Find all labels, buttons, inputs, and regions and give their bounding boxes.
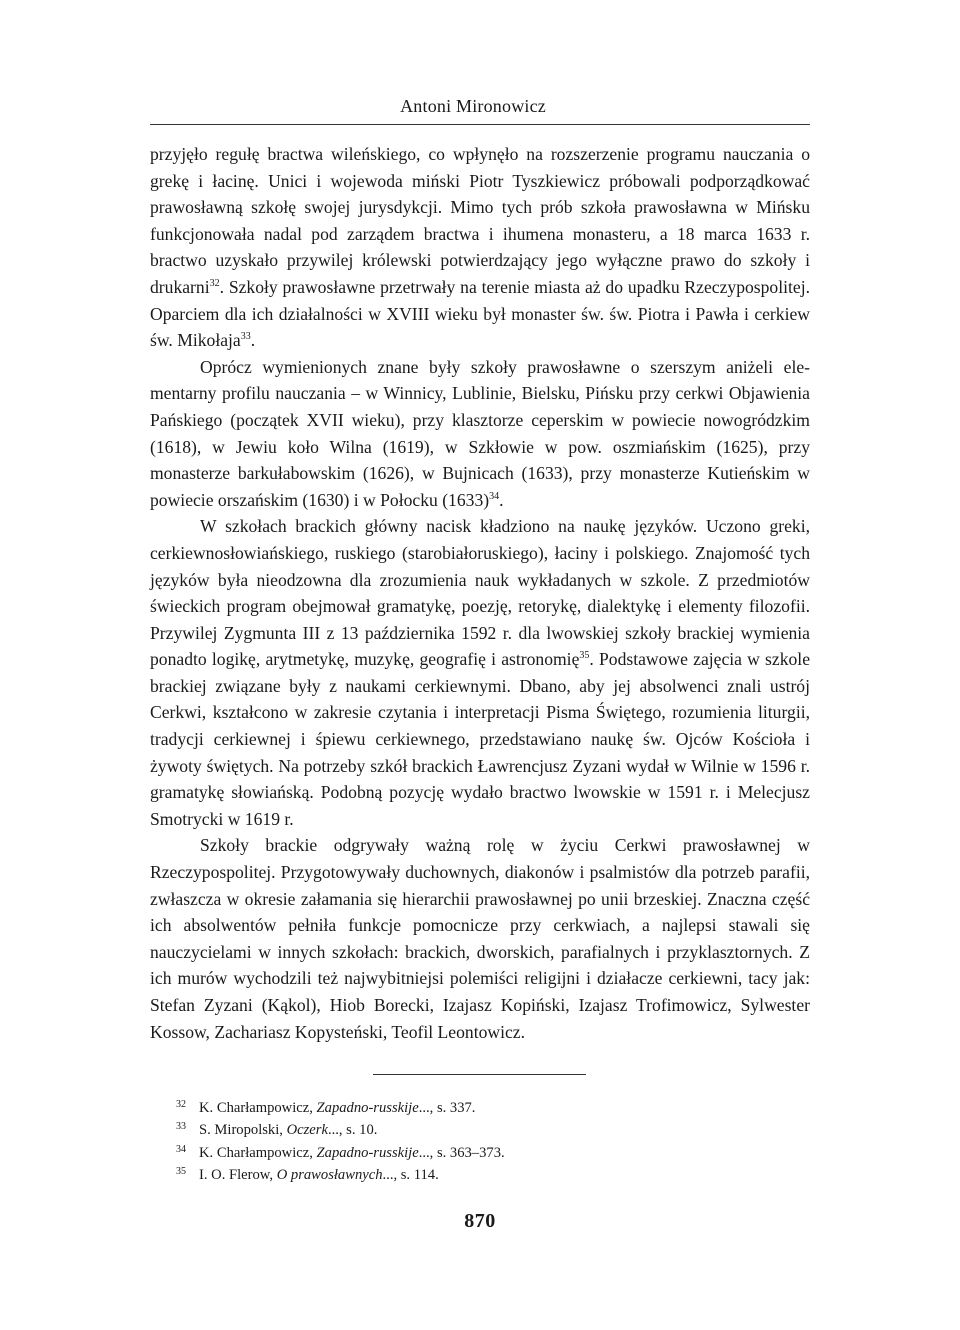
text-run: . xyxy=(499,489,504,510)
footnote-pages: ..., s. 363–373. xyxy=(418,1144,505,1161)
text-run: przyjęło regułę bractwa wileńskiego, co wpłynęło na rozszerzenie programu nauczania o grekę i łacinę. Unici i wojewoda miński Piotr Tyszkiewicz próbowali podporządkować prawosławną szkołę swojej jurysdykcji. Mimo tych prób szkoła prawosławna w Mińsku funkcjonowała nadal pod zarządem bractwa i ihumena monasteru, a 18 marca 1633 r. bractwo uzyskało przywilej królewski potwierdzający jego wyłączne prawo do szkoły i drukarni xyxy=(150,144,810,297)
text-run: . Szkoły prawosławne przetrwały na terenie miasta aż do upadku Rzeczypospolitej. Oparciem dla ich działalności w XVIII wieku był monaster św. św. Piotra i Pawła i cerkiew św. Mikołaja xyxy=(150,276,810,351)
text-run: Szkoły brackie odgrywały ważną rolę w życiu Cerkwi prawosławnej w Rzeczypospolitej. Przygotowywały duchownych, diakonów i psalmistów dla potrzeb parafii, zwłaszcza w okresie załamania się hierarchii prawosławnej po unii brzeskiej. Znaczna część ich absolwentów pełniła funkcje pomocnicze przy cerkwiach, a najlepsi stawali się nauczycielami w innych szkołach: brackich, dworskich, parafialnych i przyklasztornych. Z ich murów wychodzili też najwybitniejsi polemiści religijni i działacze cerkiewni, tacy jak: Stefan Zyzani (Kąkol), Hiob Borecki, Izajasz Kopiński, Izajasz Trofimowicz, Sylwester Kossow, Zachariasz Kopysteński, Teofil Leontowicz. xyxy=(150,835,810,1042)
footnote-ref[interactable]: 32 xyxy=(209,277,220,289)
running-head: Antoni Mironowicz xyxy=(400,96,546,116)
header-rule xyxy=(150,124,810,125)
text-run: . Podstawowe zajęcia w szkole brackiej związane były z naukami cerkiewnymi. Dbano, aby jej absolwenci znali ustrój Cerkwi, kształcono w zakresie czytania i interpretacji Pisma Świętego, rozumienia liturgii, tradycji cerkiewnej i śpiewu cerkiewnego, przedstawiano naukę św. Ojców Kościoła i żywoty świętych. Na potrzeby szkół brackich Ławrencjusz Zyzani wydał w Wilnie w 1596 r. gramatykę słowiańską. Podobną pozycję wydało bractwo lwowskie w 1591 r. i Melecjusz Smotrycki w 1619 r. xyxy=(150,649,811,829)
footnote-pages: ..., s. 10. xyxy=(327,1122,378,1139)
footnote-ref[interactable]: 34 xyxy=(489,490,500,502)
text-run: W szkołach brackich główny nacisk kładziono na naukę języków. Uczono greki, cerkiewnosłowiańskiego, ruskiego (starobiałoruskiego), łaciny i polskiego. Znajomość tych języków była nieodzowna dla zrozumienia nauk wykładanych w szkole. Z przedmiotów świeckich program obejmował gramatykę, poezję, retorykę, dialektykę i elementy filozofii. Przywilej Zygmunta III z 13 października 1592 r. dla lwowskiej szkoły brackiej wymienia ponadto logikę, arytmetykę, muzykę, geografię i astronomię xyxy=(150,516,810,670)
paragraph xyxy=(150,141,810,354)
footnote-title: O prawosławnych xyxy=(276,1167,383,1184)
footnote-author: K. Charłampowicz, xyxy=(199,1144,313,1161)
footnote-number: 33 xyxy=(176,1121,186,1133)
footnotes xyxy=(150,1097,810,1187)
footnote-pages: ..., s. 337. xyxy=(418,1100,476,1116)
footnote-title: Oczerk xyxy=(286,1122,328,1139)
footnote-number: 32 xyxy=(176,1099,186,1110)
footnote-title: Zapadno-russkije xyxy=(316,1144,419,1161)
footnote-author: K. Charłampowicz, xyxy=(199,1100,313,1116)
footnote-separator xyxy=(373,1074,586,1075)
footnote-author: I. O. Flerow, xyxy=(199,1167,274,1184)
footnote xyxy=(150,1142,810,1164)
footnote-number: 34 xyxy=(176,1143,186,1155)
footnote xyxy=(150,1119,810,1141)
page-number: 870 xyxy=(464,1210,496,1232)
paragraph xyxy=(150,513,810,832)
text-run: Oprócz wymienionych znane były szkoły prawosławne o szerszym aniżeli elementarny profilu nauczania – w Winnicy, Lublinie, Bielsku, Pińsku przy cerkwi Objawienia Pańskiego (początek XVII wieku), przy klasztorze ceperskim w powiecie nowogródzkim (1618), w Jewiu koło Wilna (1619), w Szkłowie w pow. oszmiańskim (1625), przy monasterze barkułabowskim (1626), w Bujnicach (1633), przy monasterze Kutieńskim w powiecie orszańskim (1630) i w Połocku (1633) xyxy=(150,356,810,510)
footnote xyxy=(150,1164,810,1186)
text-run: . xyxy=(250,330,256,351)
footnote xyxy=(150,1097,810,1119)
footnote-title: Zapadno-russkije xyxy=(316,1100,419,1116)
paragraph xyxy=(150,354,810,514)
footnote-ref[interactable]: 35 xyxy=(579,650,590,662)
paragraph xyxy=(150,832,810,1045)
footnote-pages: ..., s. 114. xyxy=(382,1167,439,1184)
footnote-author: S. Miropolski, xyxy=(199,1122,283,1139)
footnote-number: 35 xyxy=(176,1166,186,1178)
footnote-ref[interactable]: 33 xyxy=(240,331,251,343)
main-text xyxy=(150,141,810,1045)
